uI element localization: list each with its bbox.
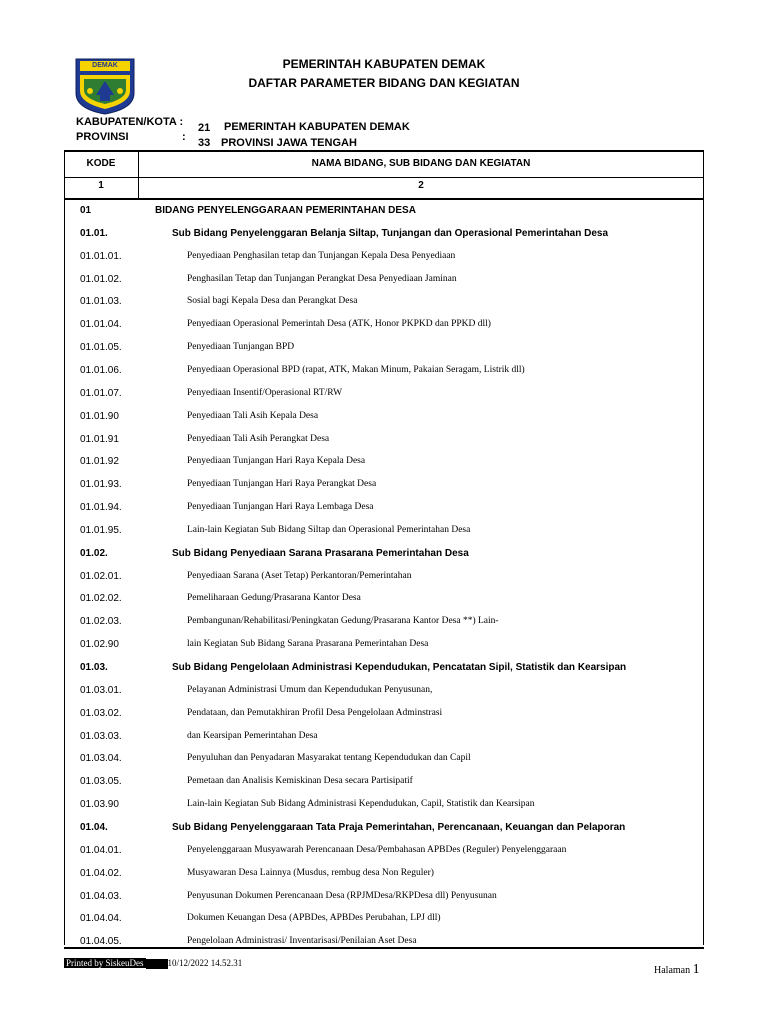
table-row <box>64 680 704 703</box>
row-kegiatan: Penghasilan Tetap dan Tunjangan Perangkat Desa Penyediaan Jaminan <box>187 273 457 284</box>
row-sub-bidang: Sub Bidang Pengelolaan Administrasi Kependudukan, Pencatatan Sipil, Statistik dan Kearsipan <box>172 662 627 673</box>
row-kegiatan: Lain-lain Kegiatan Sub Bidang Siltap dan Operasional Pemerintahan Desa <box>187 524 471 535</box>
row-kegiatan: Penyediaan Tali Asih Perangkat Desa <box>187 433 330 444</box>
table-row <box>64 429 704 452</box>
row-kegiatan: Penyediaan Insentif/Operasional RT/RW <box>187 387 343 398</box>
table-row <box>64 566 704 589</box>
row-kegiatan: lain Kegiatan Sub Bidang Sarana Prasarana Pemerintahan Desa <box>187 639 429 650</box>
page-indicator <box>654 962 700 978</box>
table-number-row <box>64 176 704 200</box>
row-code: 01.04.03. <box>80 890 122 902</box>
table-row <box>64 726 704 749</box>
row-code: 01.02.02. <box>80 593 122 605</box>
row-code: 01.02.90 <box>80 639 119 651</box>
table-row <box>64 931 704 954</box>
kab-name: PEMERINTAH KABUPATEN DEMAK <box>224 121 410 133</box>
row-code: 01.01.92 <box>80 456 119 468</box>
header-nama: NAMA BIDANG, SUB BIDANG DAN KEGIATAN <box>311 158 531 169</box>
table-row <box>64 520 704 543</box>
table-row <box>64 703 704 726</box>
table-row <box>64 634 704 657</box>
table-row <box>64 908 704 931</box>
table-row <box>64 817 704 840</box>
row-kegiatan: Penyediaan Tali Asih Kepala Desa <box>187 410 319 421</box>
row-kegiatan: Penyediaan Tunjangan Hari Raya Perangkat Desa <box>187 479 377 490</box>
printed-by <box>64 958 242 969</box>
row-kegiatan: Penyediaan Operasional Pemerintah Desa (ATK, Honor PKPKD dan PPKD dll) <box>187 319 491 330</box>
table-row <box>64 269 704 292</box>
row-code: 01.01.95. <box>80 524 122 536</box>
table-row <box>64 337 704 360</box>
row-kegiatan: Penyediaan Tunjangan BPD <box>187 342 295 353</box>
header-num-2: 2 <box>418 180 424 191</box>
row-code: 01.04. <box>80 821 108 833</box>
row-code: 01.01.05. <box>80 342 122 354</box>
document-subtitle: DAFTAR PARAMETER BIDANG DAN KEGIATAN <box>248 76 520 90</box>
row-code: 01.04.01. <box>80 844 122 856</box>
table-row <box>64 200 704 223</box>
parameter-table <box>64 150 704 948</box>
row-code: 01.03. <box>80 662 108 673</box>
logo-text: DEMAK <box>92 62 118 69</box>
row-kegiatan: Sosial bagi Kepala Desa dan Perangkat Desa <box>187 296 358 307</box>
row-code: 01.03.02. <box>80 707 122 719</box>
row-kegiatan: Musyawaran Desa Lainnya (Musdus, rembug desa Non Reguler) <box>187 867 434 878</box>
row-code: 01.03.90 <box>80 799 119 811</box>
row-code: 01.02.03. <box>80 616 122 628</box>
row-kegiatan: Penyelenggaraan Musyawarah Perencanaan Desa/Pembahasan APBDes (Reguler) Penyelenggaraan <box>187 844 567 855</box>
table-row <box>64 863 704 886</box>
kab-label: KABUPATEN/KOTA : <box>76 116 184 128</box>
row-kegiatan: Penyediaan Tunjangan Hari Raya Kepala Desa <box>187 456 366 467</box>
row-kegiatan: Penyediaan Tunjangan Hari Raya Lembaga Desa <box>187 502 374 513</box>
row-code: 01.01.93. <box>80 479 122 491</box>
row-code: 01.03.01. <box>80 684 122 696</box>
row-code: 01.03.03. <box>80 730 122 742</box>
row-sub-bidang: Sub Bidang Penyelenggaran Belanja Siltap, Tunjangan dan Operasional Pemerintahan Desa <box>172 227 609 239</box>
row-code: 01.01.02. <box>80 273 122 285</box>
table-row <box>64 588 704 611</box>
row-code: 01.01.07. <box>80 387 122 399</box>
table-header-row <box>64 150 704 178</box>
row-code: 01.01.90 <box>80 410 119 422</box>
row-kegiatan: Pendataan, dan Pemutakhiran Profil Desa Pengelolaan Adminstrasi <box>187 707 443 718</box>
table-row <box>64 886 704 909</box>
table-row <box>64 246 704 269</box>
row-code: 01.03.04. <box>80 753 122 765</box>
header-num-1: 1 <box>98 180 104 191</box>
row-kegiatan: Pembangunan/Rehabilitasi/Peningkatan Gedung/Prasarana Kantor Desa **) Lain- <box>187 616 499 627</box>
table-row <box>64 451 704 474</box>
prov-name: PROVINSI JAWA TENGAH <box>221 137 357 149</box>
table-row <box>64 383 704 406</box>
row-code: 01.04.05. <box>80 936 122 948</box>
row-kegiatan: Lain-lain Kegiatan Sub Bidang Administrasi Kependudukan, Capil, Statistik dan Kearsipan <box>187 799 535 810</box>
kab-code: 21 <box>198 122 211 134</box>
table-row <box>64 543 704 566</box>
row-kegiatan: Pemeliharaan Gedung/Prasarana Kantor Desa <box>187 593 361 604</box>
row-code: 01.04.04. <box>80 913 122 925</box>
prov-colon: : <box>182 131 186 143</box>
row-code: 01.02.01. <box>80 570 122 582</box>
table-row <box>64 291 704 314</box>
row-kegiatan: Dokumen Keuangan Desa (APBDes, APBDes Perubahan, LPJ dll) <box>187 913 441 924</box>
row-bidang: BIDANG PENYELENGGARAAN PEMERINTAHAN DESA <box>155 205 416 216</box>
prov-label: PROVINSI <box>76 131 129 143</box>
table-row <box>64 314 704 337</box>
row-sub-bidang: Sub Bidang Penyediaan Sarana Prasarana Pemerintahan Desa <box>172 547 469 559</box>
table-row <box>64 748 704 771</box>
row-code: 01.02. <box>80 547 108 559</box>
row-kegiatan: Penyediaan Sarana (Aset Tetap) Perkantoran/Pemerintahan <box>187 570 412 581</box>
document-title: PEMERINTAH KABUPATEN DEMAK <box>282 57 486 71</box>
row-code: 01 <box>80 205 92 216</box>
table-row <box>64 611 704 634</box>
header-kode: KODE <box>86 158 116 169</box>
row-code: 01.01. <box>80 227 108 239</box>
table-row <box>64 406 704 429</box>
row-code: 01.01.01. <box>80 250 122 262</box>
table-row <box>64 794 704 817</box>
row-code: 01.01.06. <box>80 364 122 376</box>
row-code: 01.01.04. <box>80 319 122 331</box>
row-kegiatan: Pengelolaan Administrasi/ Inventarisasi/Penilaian Aset Desa <box>187 936 417 947</box>
table-row <box>64 360 704 383</box>
page-number: 1 <box>692 962 700 977</box>
page-label: Halaman <box>654 965 691 976</box>
printed-at: 10/12/2022 14.52.31 <box>167 958 243 968</box>
row-kegiatan: Penyediaan Penghasilan tetap dan Tunjangan Kepala Desa Penyediaan <box>187 250 456 261</box>
printed-by-label: Printed by SiskeuDes <box>66 958 144 968</box>
row-kegiatan: Penyusunan Dokumen Perencanaan Desa (RPJMDesa/RKPDesa dll) Penyusunan <box>187 890 497 901</box>
table-row <box>64 223 704 246</box>
row-kegiatan: Penyuluhan dan Penyadaran Masyarakat tentang Kependudukan dan Capil <box>187 753 471 764</box>
prov-code: 33 <box>198 137 211 149</box>
table-row <box>64 474 704 497</box>
table-row <box>64 657 704 680</box>
row-code: 01.01.91 <box>80 433 119 445</box>
footer-rule <box>64 947 704 949</box>
row-code: 01.01.03. <box>80 296 122 308</box>
row-kegiatan: Pemetaan dan Analisis Kemiskinan Desa secara Partisipatif <box>187 776 413 787</box>
row-kegiatan: Pelayanan Administrasi Umum dan Kependudukan Penyusunan, <box>187 684 433 695</box>
table-row <box>64 840 704 863</box>
row-kegiatan: Penyediaan Operasional BPD (rapat, ATK, Makan Minum, Pakaian Seragam, Listrik dll) <box>187 364 525 375</box>
redacted-box <box>146 959 168 969</box>
row-sub-bidang: Sub Bidang Penyelenggaraan Tata Praja Pemerintahan, Perencanaan, Keuangan dan Pelaporan <box>172 821 626 833</box>
table-row <box>64 771 704 794</box>
row-code: 01.01.94. <box>80 502 122 514</box>
row-code: 01.03.05. <box>80 776 122 788</box>
row-code: 01.04.02. <box>80 867 122 879</box>
table-row <box>64 497 704 520</box>
row-kegiatan: dan Kearsipan Pemerintahan Desa <box>187 730 318 741</box>
